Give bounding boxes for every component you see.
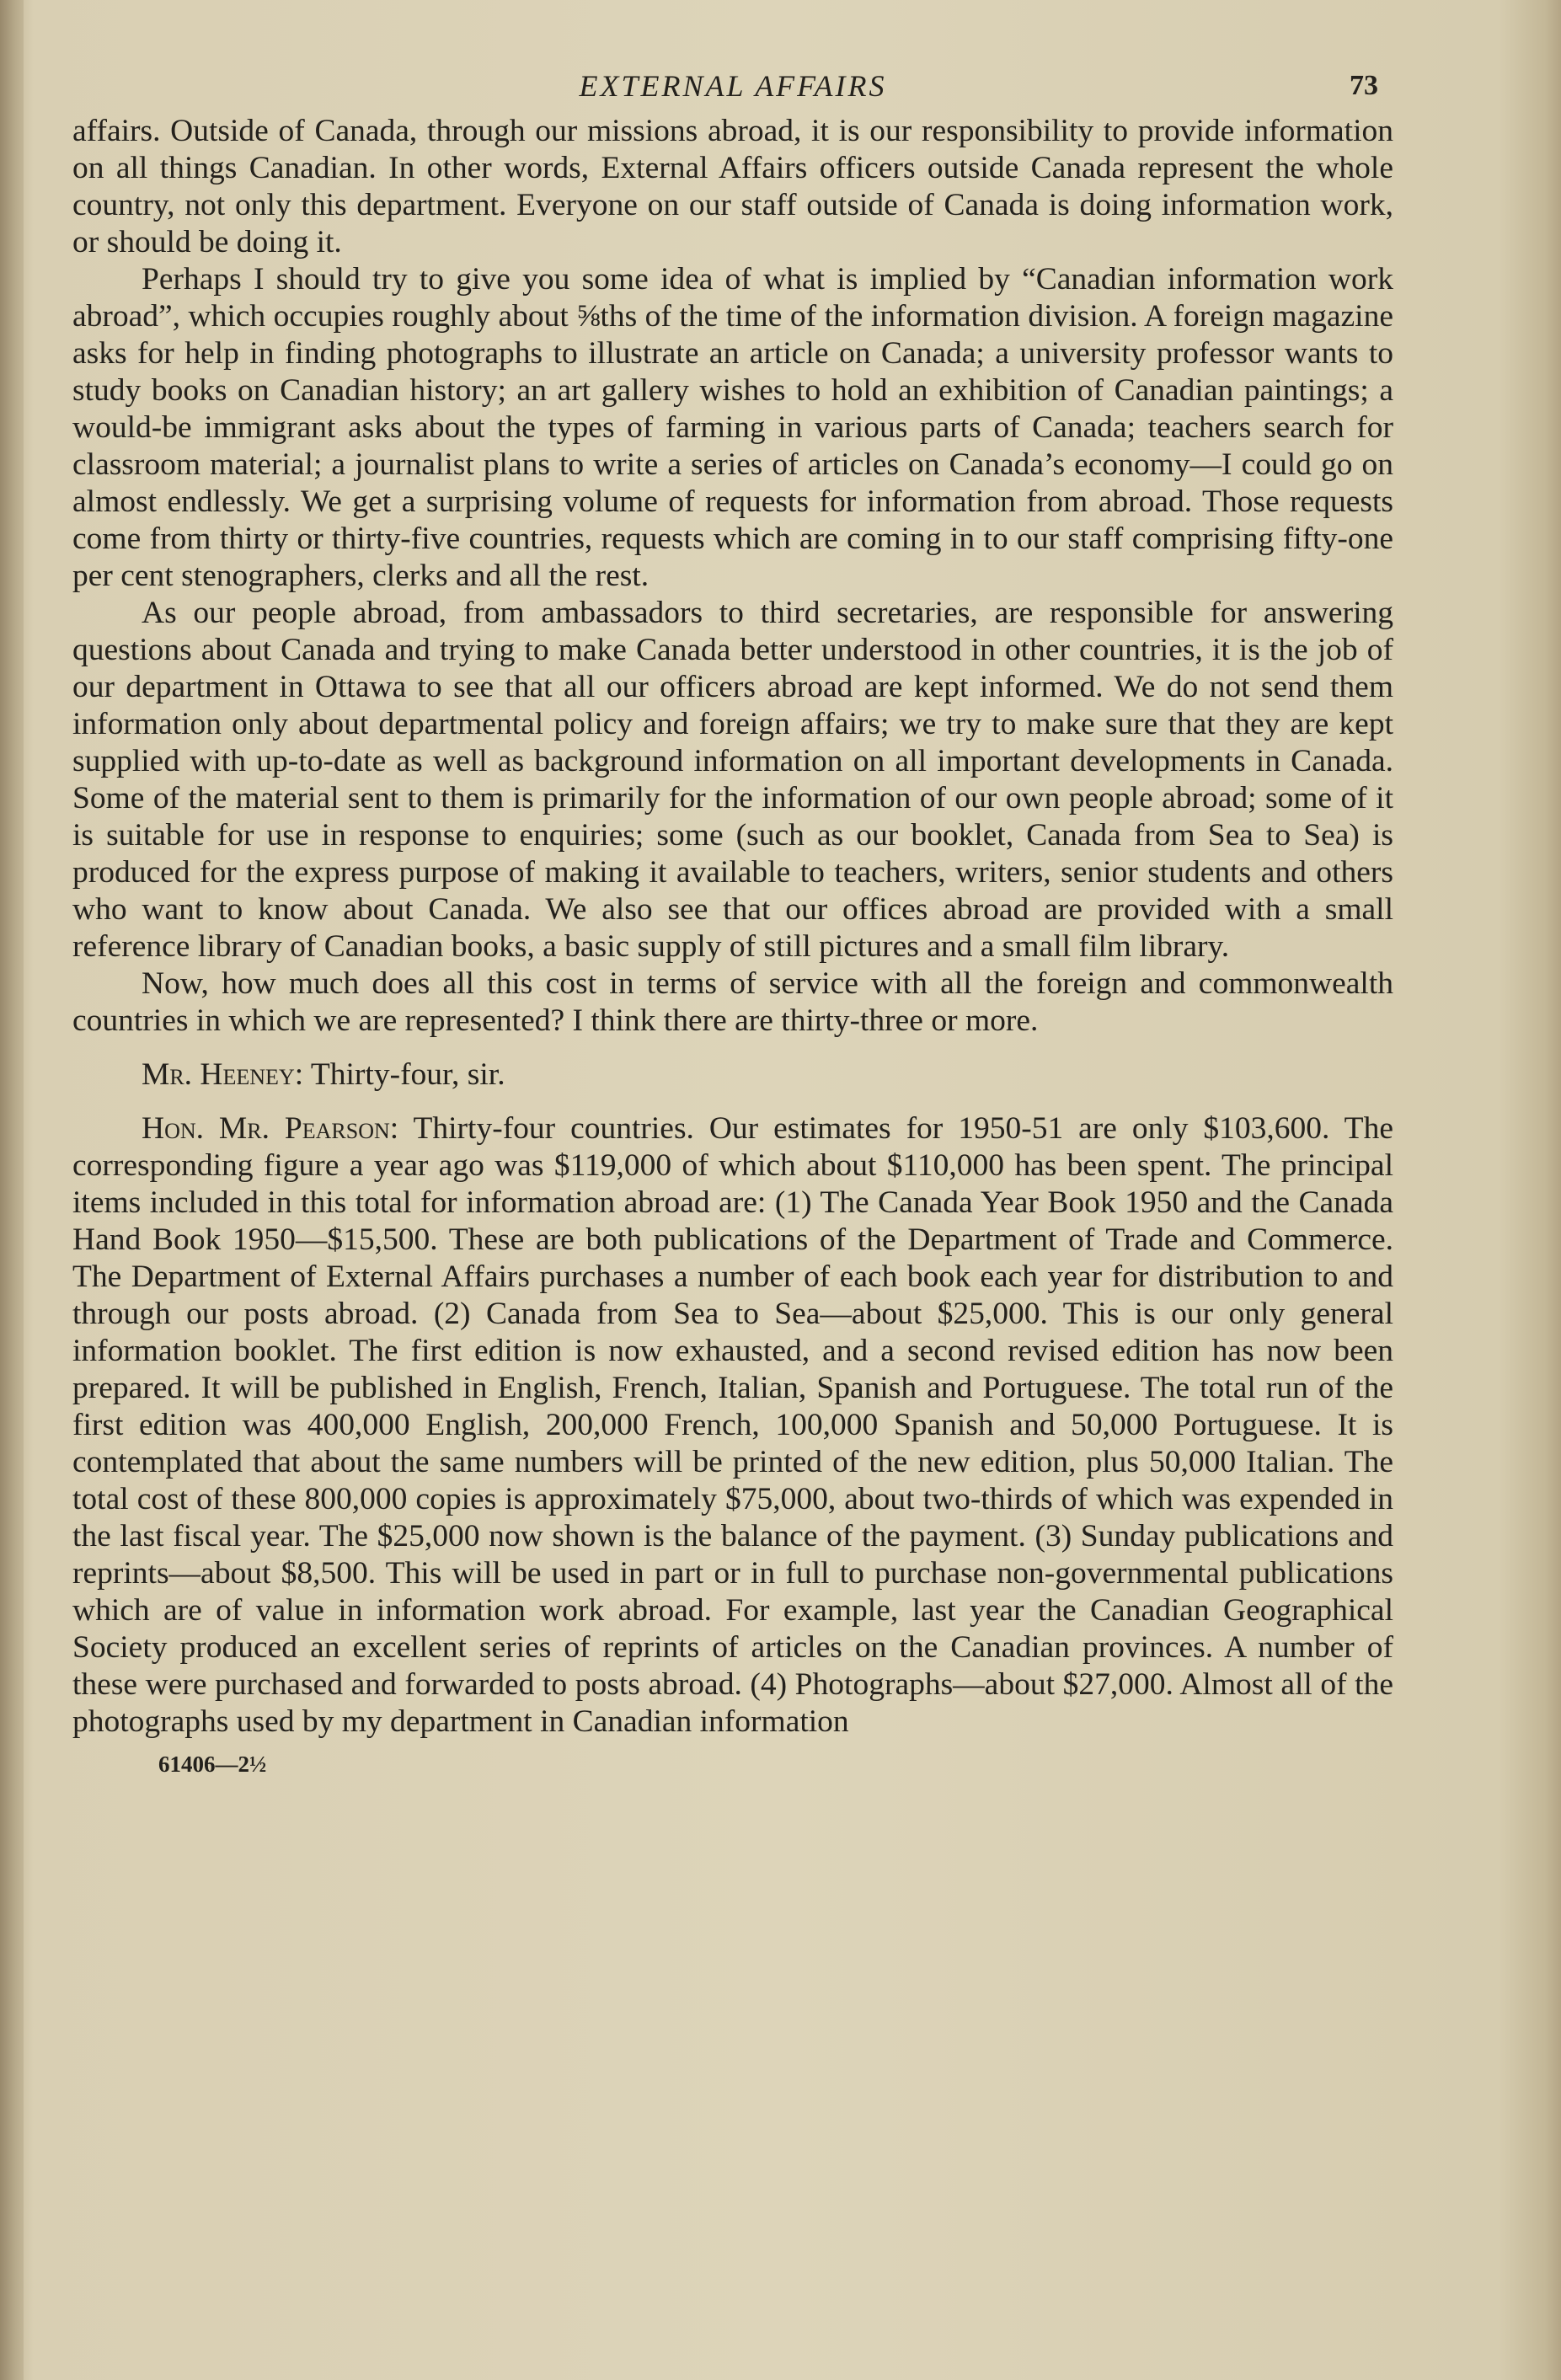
speaker-name: Mr. Heeney: xyxy=(142,1057,304,1092)
body-text xyxy=(72,113,1393,1741)
speech-pearson xyxy=(72,1110,1393,1741)
running-head xyxy=(72,59,1393,113)
page-content xyxy=(72,59,1393,1779)
speech-text: Thirty-four countries. Our estimates for 1950-51 are only $103,600. The corresponding figure a year ago was $119,000 of which about $110,000 has been spent. The principal items included in this total for information abroad are: (1) The Canada Year Book 1950 and the Canada Hand Book 1950—$15,500. These are both publications of the Department of Trade and Commerce. The Department of External Affairs purchases a number of each book each year for distribution to and through our posts abroad. (2) Canada from Sea to Sea—about $25,000. This is our only general information booklet. The first edition is now exhausted, and a second revised edition has now been prepared. It will be published in English, French, Italian, Spanish and Portuguese. The total run of the first edition was 400,000 English, 200,000 French, 100,000 Spanish and 50,000 Portuguese. It is contemplated that about the same numbers will be printed of the new edition, plus 50,000 Italian. The total cost of these 800,000 copies is approximately $75,000, about two-thirds of which was expended in the last fiscal year. The $25,000 now shown is the balance of the payment. (3) Sunday publications and reprints—about $8,500. This will be used in part or in full to purchase non-governmental publications which are of value in information work abroad. For example, last year the Canadian Geographical Society produced an excellent series of reprints of articles on the Canadian provinces. A number of these were purchased and forwarded to posts abroad. (4) Photographs—about $27,000. Almost all of the photographs used by my department in Canadian information xyxy=(72,1111,1393,1739)
speaker-name: Hon. Mr. Pearson: xyxy=(142,1111,399,1146)
paragraph: Perhaps I should try to give you some idea of what is implied by “Canadian information work abroad”, which occupies roughly about ⅝ths of the time of the information division. A foreign magazine asks for help in finding photographs to illustrate an article on Canada; a university professor wants to study books on Canadian history; an art gallery wishes to hold an exhibition of Canadian paintings; a would-be immigrant asks about the types of farming in various parts of Canada; teachers search for classroom material; a journalist plans to write a series of articles on Canada’s economy—I could go on almost endlessly. We get a surprising volume of requests for information from abroad. Those requests come from thirty or thirty-five countries, requests which are coming in to our staff comprising fifty-one per cent stenographers, clerks and all the rest. xyxy=(72,262,1393,593)
running-title: EXTERNAL AFFAIRS xyxy=(579,69,887,103)
page-number: 73 xyxy=(1350,70,1378,101)
speech-text: Thirty-four, sir. xyxy=(310,1057,505,1092)
paragraph-continuation: affairs. Outside of Canada, through our missions abroad, it is our responsibility to provide information on all things Canadian. In other words, External Affairs officers outside Canada represent the whole country, not only this department. Everyone on our staff outside of Canada is doing information work, or should be doing it. xyxy=(72,114,1393,259)
book-spine-shadow xyxy=(0,0,24,2380)
speech-heeney xyxy=(72,1056,1393,1094)
paragraph: Now, how much does all this cost in terms of service with all the foreign and commonwealth countries in which we are represented? I think there are thirty-three or more. xyxy=(72,966,1393,1038)
printer-signature: 61406—2½ xyxy=(158,1752,267,1777)
paragraph: As our people abroad, from ambassadors to third secretaries, are responsible for answering questions about Canada and trying to make Canada better understood in other countries, it is the job of our department in Ottawa to see that all our officers abroad are kept informed. We do not send them information only about departmental policy and foreign affairs; we try to make sure that they are kept supplied with up-to-date as well as background information on all important developments in Canada. Some of the material sent to them is primarily for the information of our own people abroad; some of it is suitable for use in response to enquiries; some (such as our booklet, Canada from Sea to Sea) is produced for the express purpose of making it available to teachers, writers, senior students and others who want to know about Canada. We also see that our offices abroad are provided with a small reference library of Canadian books, a basic supply of still pictures and a small film library. xyxy=(72,596,1393,964)
